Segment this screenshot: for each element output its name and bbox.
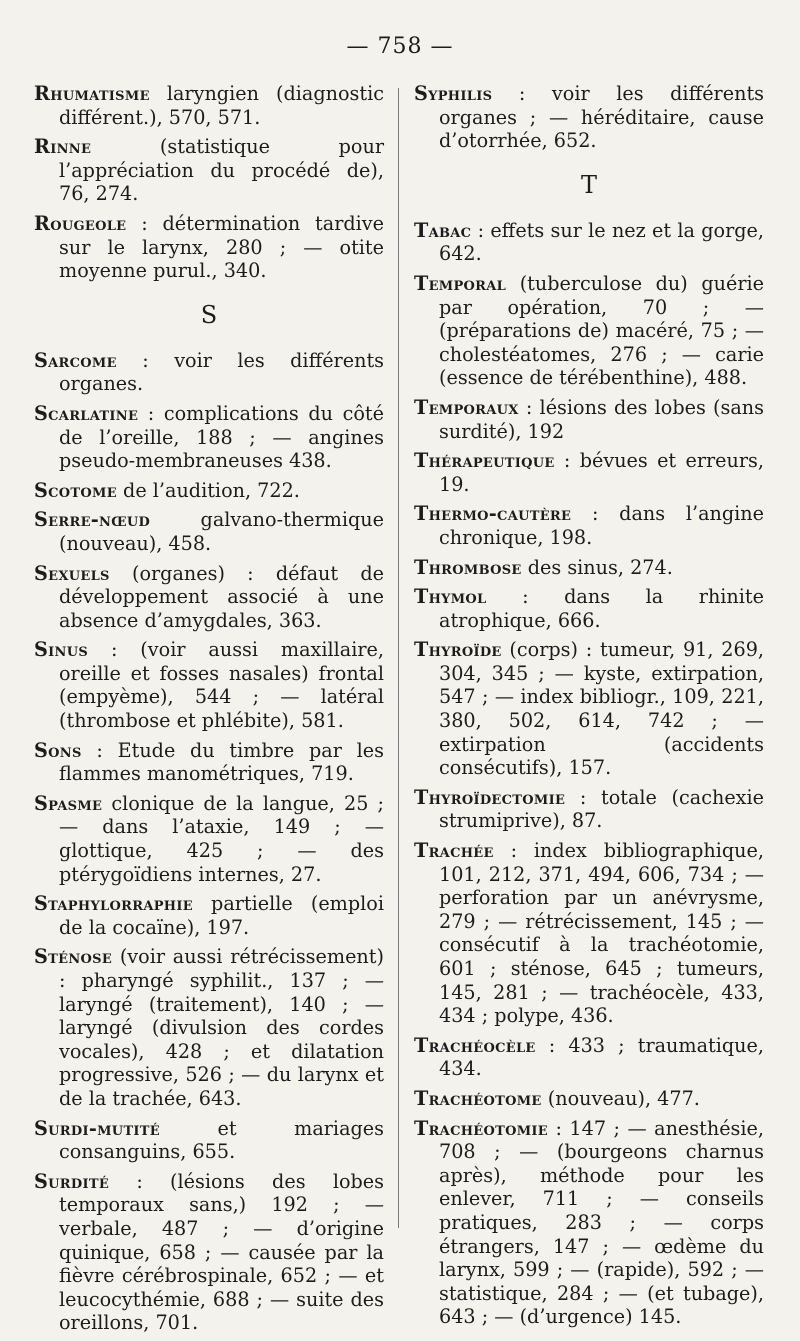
- entry-heading: Thyroïdectomie: [414, 785, 566, 809]
- index-entry: [34, 892, 384, 939]
- index-entry: [414, 638, 764, 780]
- index-entry: [34, 508, 384, 555]
- entry-heading: Sons: [34, 738, 82, 762]
- index-entry: [34, 402, 384, 473]
- entry-heading: Thérapeutique: [414, 449, 555, 473]
- index-entry: [34, 135, 384, 206]
- entry-text: : voir les différents organes ; — héréditaire, cause d’otorrhée, 652.: [439, 82, 764, 153]
- entry-text: et mariages consanguins, 655.: [59, 1116, 384, 1164]
- index-entry: [34, 638, 384, 732]
- entry-text: (tuberculose du) guérie par opération, 70 ; — (préparations de) macéré, 75 ; — cholestéatomes, 276 ; — carie (essence de térébenthine), 488.: [439, 271, 764, 390]
- entry-text: : effets sur le nez et la gorge, 642.: [439, 218, 764, 266]
- entry-heading: Tabac: [414, 218, 472, 242]
- entry-text: de l’audition, 722.: [116, 478, 300, 502]
- entry-heading: Surdi-mutité: [34, 1116, 160, 1140]
- entry-heading: Staphylorraphie: [34, 892, 193, 916]
- entry-heading: Scarlatine: [34, 401, 139, 425]
- entry-heading: Trachéotomie: [414, 1116, 549, 1140]
- entry-text: : (lésions des lobes temporaux sans,) 192 ; — verbale, 487 ; — d’origine quinique, 658 ; — causée par la fièvre cérébrospinale, 652 ; — et leucocythémie, 688 ; — suite des oreillons, 701.: [59, 1169, 384, 1335]
- entry-heading: Trachéocèle: [414, 1033, 536, 1057]
- index-entry: [414, 786, 764, 833]
- entry-text: (statistique pour l’appréciation du procédé de), 76, 274.: [59, 135, 384, 206]
- entry-text: partielle (emploi de la cocaïne), 197.: [59, 892, 384, 939]
- index-entry: [414, 1087, 764, 1111]
- entry-text: : index bibliographique, 101, 212, 371, 494, 606, 734 ; — perforation par un anévrysme, 279 ; — rétrécissement, 145 ; — consécutif à la trachéotomie, 601 ; sténose, 645 ; tumeurs, 145, 281 ; — trachéocèle, 433, 434 ; polype, 436.: [439, 839, 764, 1028]
- index-entry: [414, 449, 764, 496]
- index-entry: [34, 479, 384, 503]
- entry-heading: Trachéotome: [414, 1086, 542, 1110]
- entry-text: (organes) : défaut de développement associé à une absence d’amygdales, 363.: [59, 561, 384, 632]
- entry-text: des sinus, 274.: [521, 555, 673, 579]
- entry-heading: Spasme: [34, 791, 103, 815]
- entry-heading: Scotome: [34, 478, 117, 502]
- entry-heading: Sexuels: [34, 561, 110, 585]
- index-entry: [414, 585, 764, 632]
- index-entry: [414, 839, 764, 1028]
- entry-text: : totale (cachexie strumiprive), 87.: [439, 785, 764, 833]
- section-letter-t: T: [580, 170, 597, 199]
- index-entry: [34, 562, 384, 633]
- entry-heading: Sarcome: [34, 348, 117, 372]
- index-entry: [34, 945, 384, 1110]
- index-entry: [34, 1117, 384, 1164]
- entry-text: : voir les différents organes.: [59, 348, 384, 396]
- index-entry: [34, 739, 384, 786]
- index-entry: [414, 1117, 764, 1329]
- entry-text: clonique de la langue, 25 ; — dans l’ataxie, 149 ; — glottique, 425 ; — des ptérygoïdiens internes, 27.: [59, 791, 384, 886]
- entry-text: : 433 ; traumatique, 434.: [439, 1033, 764, 1081]
- index-entry: [34, 349, 384, 396]
- entry-heading: Rougeole: [34, 211, 127, 235]
- entry-heading: Sténose: [34, 945, 113, 969]
- entry-heading: Syphilis: [414, 82, 493, 105]
- page-number: — 758 —: [346, 34, 454, 59]
- entry-heading: Trachée: [414, 839, 494, 863]
- entry-text: : complications du côté de l’oreille, 188 ; — angines pseudo-membraneuses 438.: [59, 401, 384, 473]
- entry-text: : lésions des lobes (sans surdité), 192: [439, 395, 764, 443]
- entry-heading: Thyroïde: [414, 638, 502, 662]
- index-entry: [414, 556, 764, 580]
- entry-heading: Serre-nœud: [34, 508, 151, 532]
- left-column: [34, 82, 384, 1341]
- entry-heading: Temporaux: [414, 395, 519, 419]
- index-entry: [414, 1034, 764, 1081]
- right-column: [414, 82, 764, 1335]
- entry-text: : dans l’angine chronique, 198.: [439, 502, 764, 549]
- entry-heading: Thymol: [414, 585, 487, 609]
- column-divider: [398, 88, 399, 1228]
- section-letter-s: S: [200, 300, 218, 329]
- entry-text: (nouveau), 477.: [541, 1086, 700, 1110]
- entry-text: : bévues et erreurs, 19.: [439, 449, 764, 496]
- index-entry: [34, 792, 384, 886]
- entry-text: laryngien (diagnostic différent.), 570, 571.: [59, 82, 384, 129]
- entry-text: : 147 ; — anesthésie, 708 ; — (bourgeons charnus après), méthode pour les enlever, 711 ; — conseils pratiques, 283 ; — corps étrangers, 147 ; — œdème du larynx, 599 ; — (rapide), 592 ; — statistique, 284 ; — (et tubage), 643 ; — (d’urgence) 145.: [439, 1116, 764, 1329]
- entry-text: (voir aussi rétrécissement) : pharyngé syphilit., 137 ; — laryngé (traitement), 140 ; — laryngé (divulsion des cordes vocales), 428 ; et dilatation progressive, 526 ; — du larynx et de la trachée, 643.: [59, 945, 384, 1110]
- entry-text: : dans la rhinite atrophique, 666.: [439, 585, 764, 632]
- entry-heading: Rhumatisme: [34, 82, 150, 105]
- entry-heading: Thermo-cautère: [414, 502, 572, 526]
- entry-heading: Rinne: [34, 135, 92, 159]
- entry-text: : Etude du timbre par les flammes manométriques, 719.: [59, 738, 384, 786]
- entry-text: (corps) : tumeur, 91, 269, 304, 345 ; — kyste, extirpation, 547 ; — index bibliogr., 109, 221, 380, 502, 614, 742 ; — extirpation (accidents consécutifs), 157.: [439, 638, 764, 780]
- entry-heading: Temporal: [414, 271, 507, 295]
- index-entry: [414, 272, 764, 390]
- entry-text: : (voir aussi maxillaire, oreille et fosses nasales) frontal (empyème), 544 ; — latéral (thrombose et phlébite), 581.: [59, 638, 384, 733]
- index-entry: [34, 212, 384, 283]
- entry-heading: Thrombose: [414, 555, 522, 579]
- entry-heading: Sinus: [34, 638, 89, 662]
- index-entry: [34, 1170, 384, 1335]
- entry-heading: Surdité: [34, 1169, 110, 1193]
- entry-text: galvano-thermique (nouveau), 458.: [59, 508, 384, 555]
- index-entry: [414, 396, 764, 443]
- index-entry: [414, 82, 764, 153]
- index-entry: [34, 82, 384, 129]
- entry-text: : détermination tardive sur le larynx, 280 ; — otite moyenne purul., 340.: [59, 211, 384, 283]
- index-entry: [414, 219, 764, 266]
- index-entry: [414, 502, 764, 549]
